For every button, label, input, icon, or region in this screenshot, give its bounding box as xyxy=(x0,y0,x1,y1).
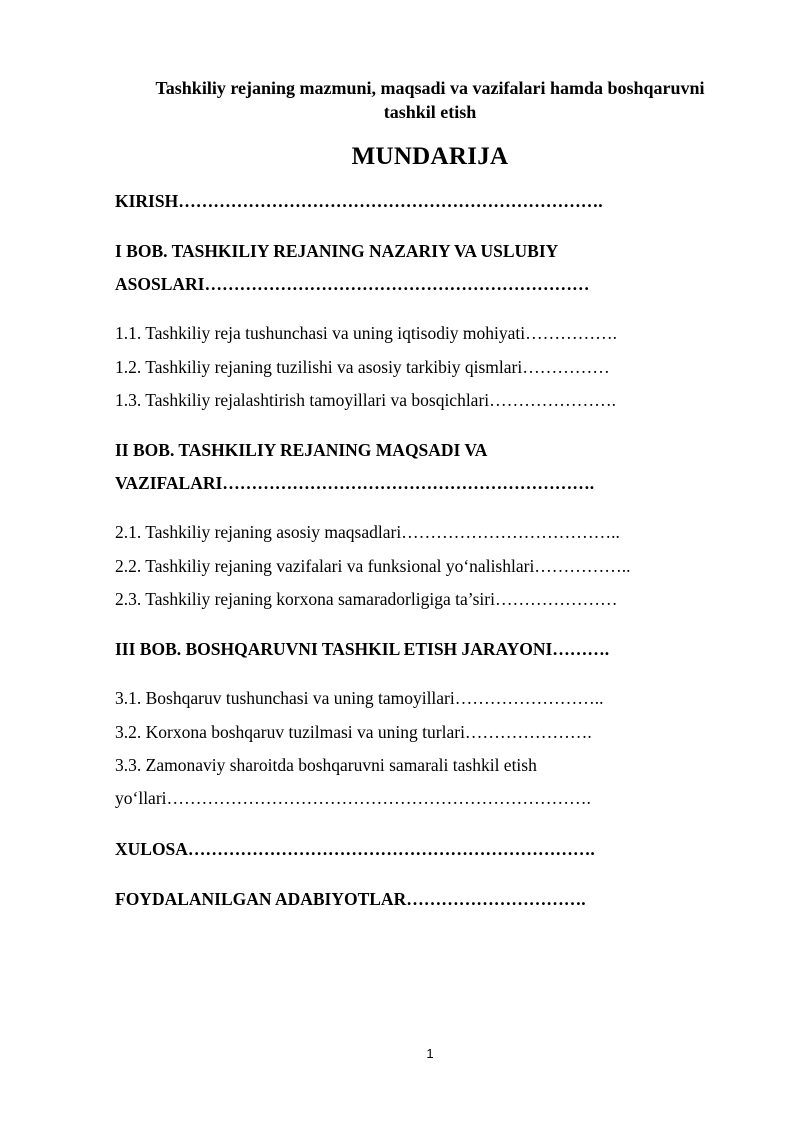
toc-chapter-1-line-2: ASOSLARI………………………………………………………… xyxy=(115,274,590,294)
toc-chapter-1-line-1: I BOB. TASHKILIY REJANING NAZARIY VA USLUBIY xyxy=(115,241,559,261)
toc-chapter-3: III BOB. BOSHQARUVNI TASHKIL ETISH JARAYONI………. xyxy=(115,639,610,659)
document-title xyxy=(120,76,740,124)
toc-entry-kirish: KIRISH………………………………………………………………. xyxy=(115,191,603,211)
toc-section-1-3: 1.3. Tashkiliy rejalashtirish tamoyillari va bosqichlari…………………. xyxy=(115,390,617,410)
toc-section-1-1: 1.1. Tashkiliy reja tushunchasi va uning iqtisodiy mohiyati……………. xyxy=(115,323,618,343)
toc-section-3-3-line-2: yo‘llari………………………………………………………………. xyxy=(115,788,591,808)
document-title-line-2: tashkil etish xyxy=(383,102,477,122)
toc-heading: MUNDARIJA xyxy=(351,143,509,170)
toc-chapter-2-line-2: VAZIFALARI………………………………………………………. xyxy=(115,473,595,493)
toc-section-3-1: 3.1. Boshqaruv tushunchasi va uning tamoyillari…………………….. xyxy=(115,688,604,708)
page-number: 1 xyxy=(426,1046,434,1061)
toc-entry-xulosa: XULOSA……………………………………………………………. xyxy=(115,839,595,859)
toc-section-1-2: 1.2. Tashkiliy rejaning tuzilishi va asosiy tarkibiy qismlari…………… xyxy=(115,357,610,377)
document-title-line-1: Tashkiliy rejaning mazmuni, maqsadi va vazifalari hamda boshqaruvni xyxy=(155,78,705,98)
toc-section-2-1: 2.1. Tashkiliy rejaning asosiy maqsadlari……………………………….. xyxy=(115,522,620,542)
toc-section-2-2: 2.2. Tashkiliy rejaning vazifalari va funksional yo‘nalishlari…………….. xyxy=(115,556,631,576)
toc-chapter-2-line-1: II BOB. TASHKILIY REJANING MAQSADI VA xyxy=(115,440,488,460)
toc-section-3-3-line-1: 3.3. Zamonaviy sharoitda boshqaruvni samarali tashkil etish xyxy=(115,755,537,775)
toc-entry-adabiyotlar: FOYDALANILGAN ADABIYOTLAR…………………………. xyxy=(115,889,586,909)
toc-section-2-3: 2.3. Tashkiliy rejaning korxona samaradorligiga ta’siri………………… xyxy=(115,589,618,609)
toc-section-3-2: 3.2. Korxona boshqaruv tuzilmasi va uning turlari…………………. xyxy=(115,722,592,742)
